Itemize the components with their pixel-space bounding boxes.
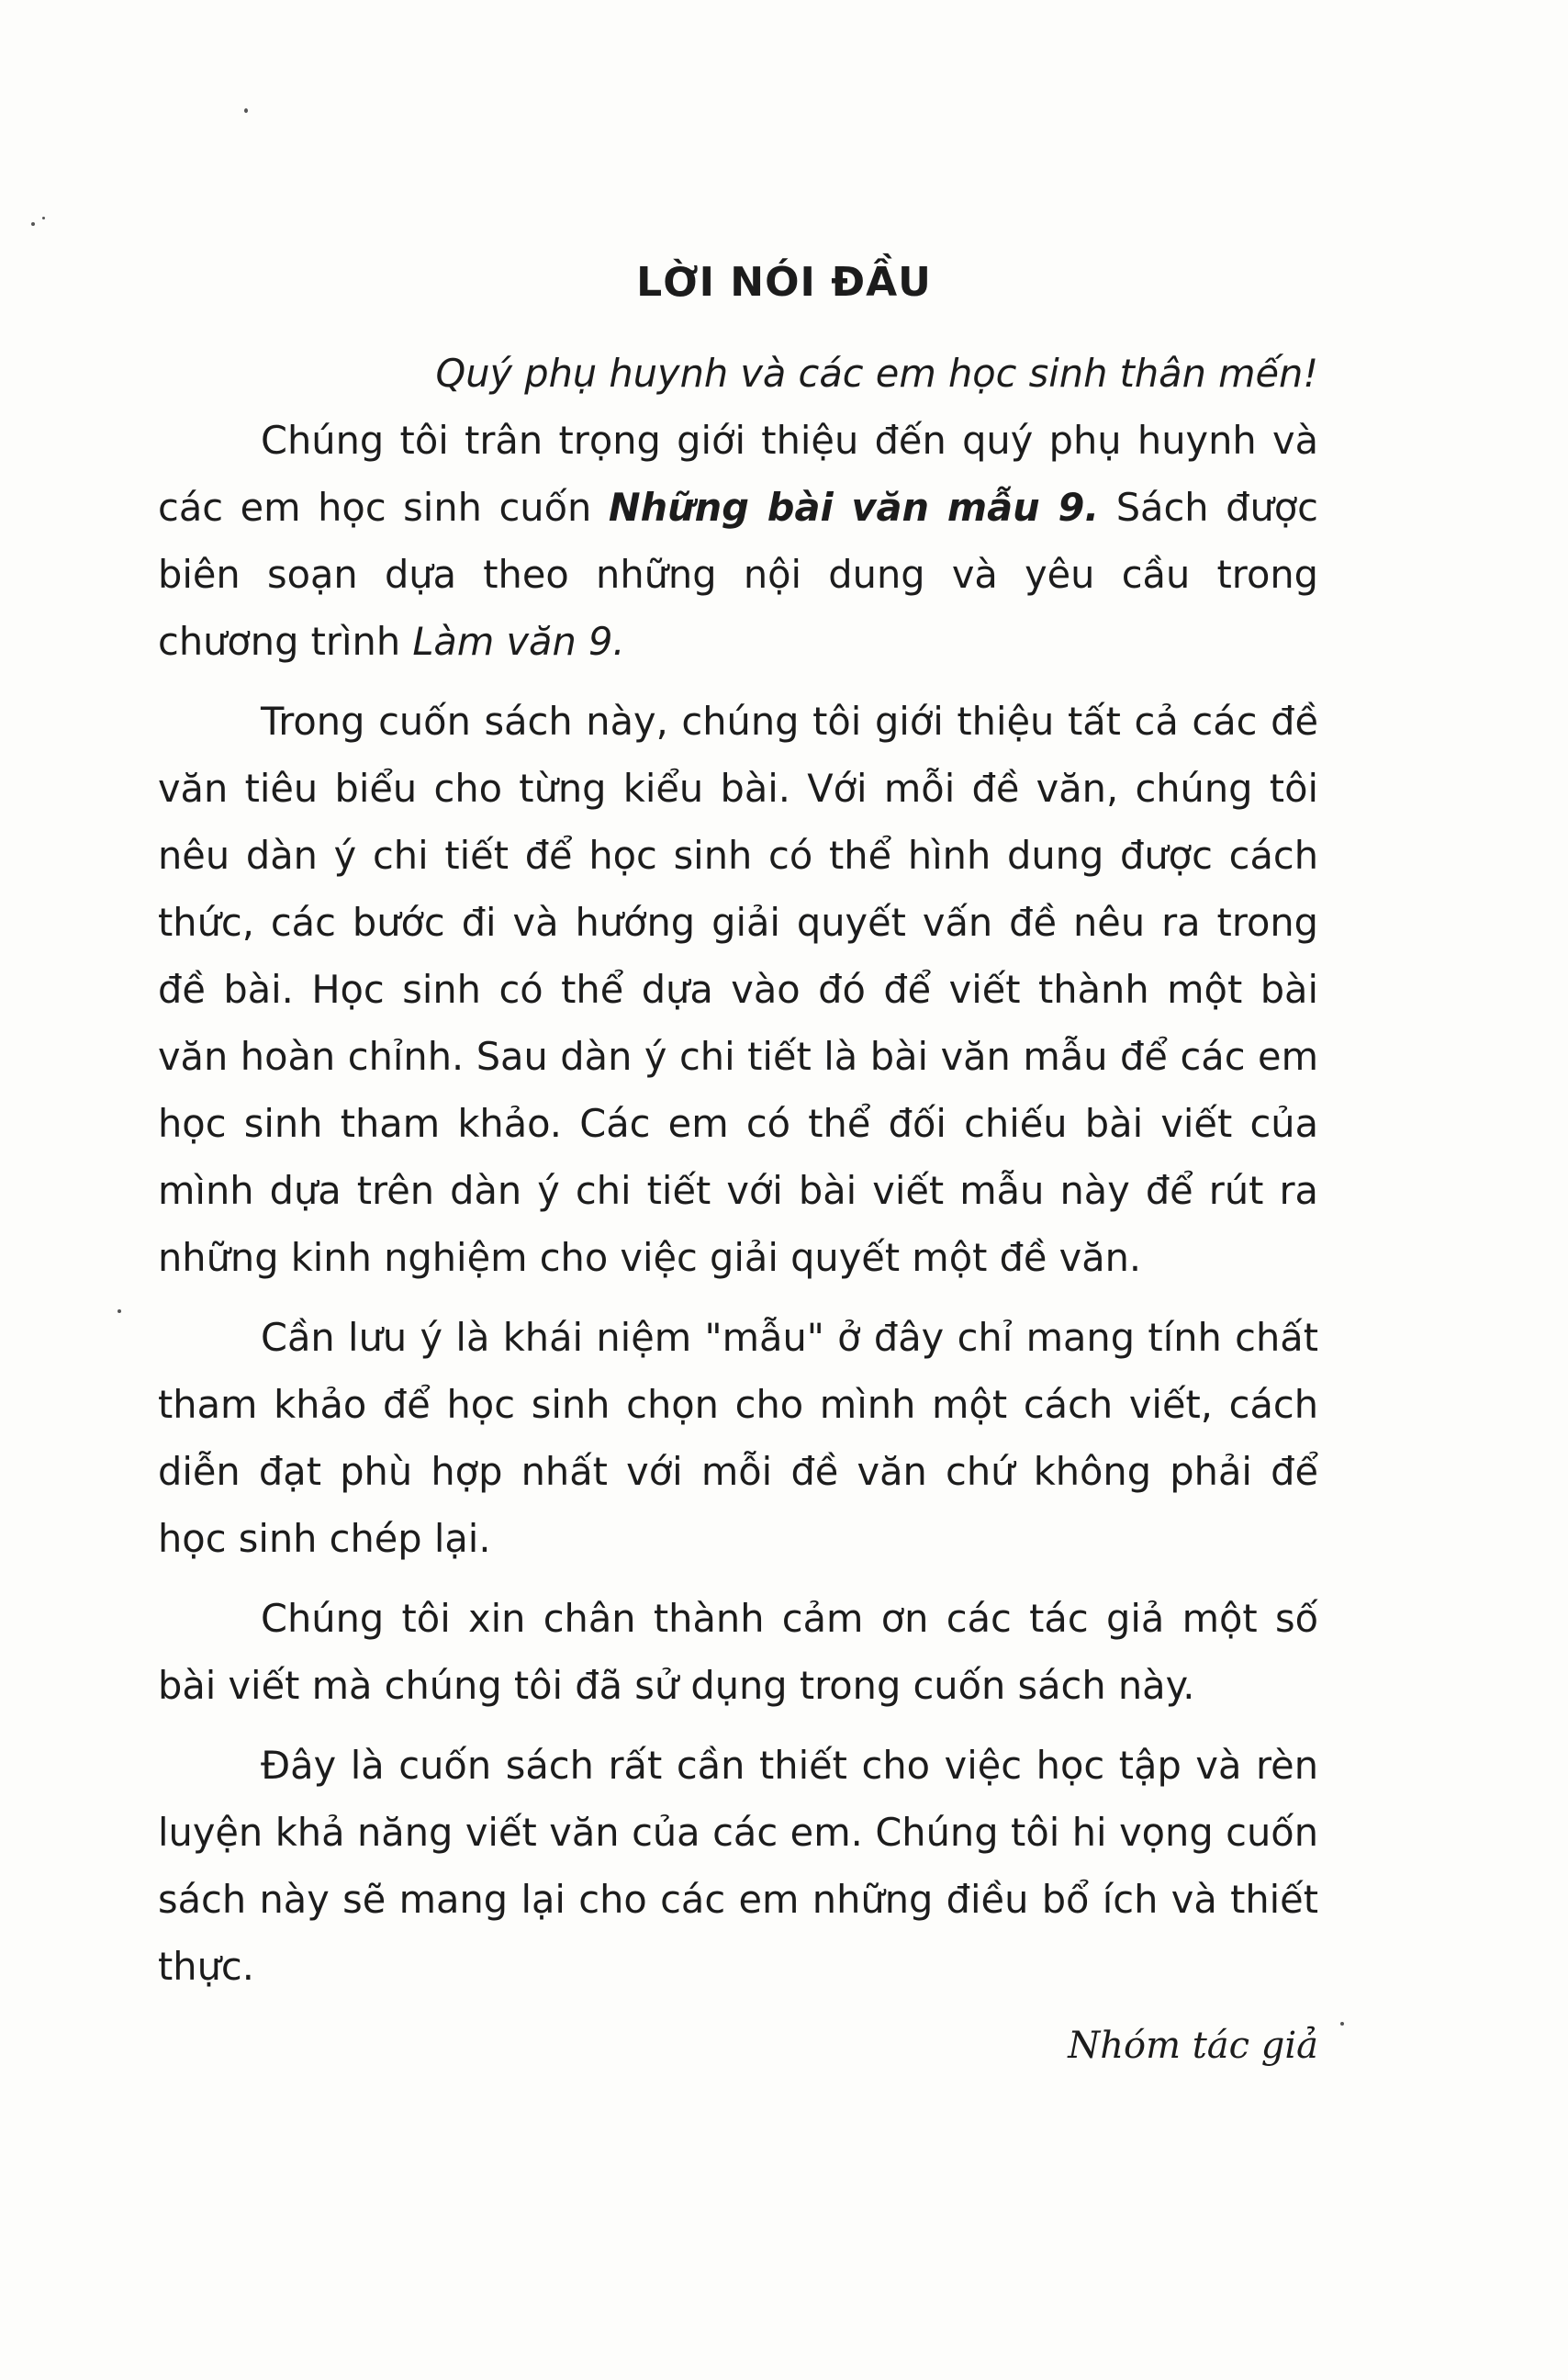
paragraph-intro-middle: Sách được biên soạn dựa theo những nội dung và yêu cầu trong chương trình	[158, 485, 1318, 664]
program-name: Làm văn 9.	[412, 619, 625, 664]
preface-body	[158, 340, 1318, 2080]
greeting-line: Quý phụ huynh và các em học sinh thân mến!	[435, 351, 1318, 396]
paragraph-closing: Đây là cuốn sách rất cần thiết cho việc học tập và rèn luyện khả năng viết văn của các em. Chúng tôi hi vọng cuốn sách này sẽ mang lại cho các em những điều bổ ích và thiết thực.	[158, 1743, 1318, 1989]
scan-speck	[244, 108, 248, 113]
paragraph-intro-text: Chúng tôi trân trọng giới thiệu đến quý phụ huynh và các em học sinh cuốn	[158, 418, 1318, 530]
paragraph-content: Trong cuốn sách này, chúng tôi giới thiệu tất cả các đề văn tiêu biểu cho từng kiểu bài. Với mỗi đề văn, chúng tôi nêu dàn ý chi tiết để học sinh có thể hình dung được cách thức, các bước đi và hướng giải quyết vấn đề nêu ra trong đề bài. Học sinh có thể dựa vào đó để viết thành một bài văn hoàn chỉnh. Sau dàn ý chi tiết là bài văn mẫu để các em học sinh tham khảo. Các em có thể đối chiếu bài viết của mình dựa trên dàn ý chi tiết với bài viết mẫu này để rút ra những kinh nghiệm cho việc giải quyết một đề văn.	[158, 699, 1318, 1280]
page-title: LỜI NÓI ĐẦU	[636, 259, 932, 306]
scan-speck	[1340, 2022, 1344, 2026]
scan-speck	[31, 222, 35, 226]
author-signature: Nhóm tác giả	[1068, 2025, 1318, 2067]
scan-speck	[42, 217, 45, 219]
book-title: Những bài văn mẫu 9.	[608, 485, 1100, 530]
scan-speck	[118, 1309, 121, 1313]
paragraph-intro	[158, 407, 1318, 675]
paragraph-note: Cần lưu ý là khái niệm "mẫu" ở đây chỉ mang tính chất tham khảo để học sinh chọn cho mình một cách viết, cách diễn đạt phù hợp nhất với mỗi đề văn chứ không phải để học sinh chép lại.	[158, 1315, 1318, 1561]
paragraph-thanks: Chúng tôi xin chân thành cảm ơn các tác giả một số bài viết mà chúng tôi đã sử dụng trong cuốn sách này.	[158, 1596, 1318, 1708]
